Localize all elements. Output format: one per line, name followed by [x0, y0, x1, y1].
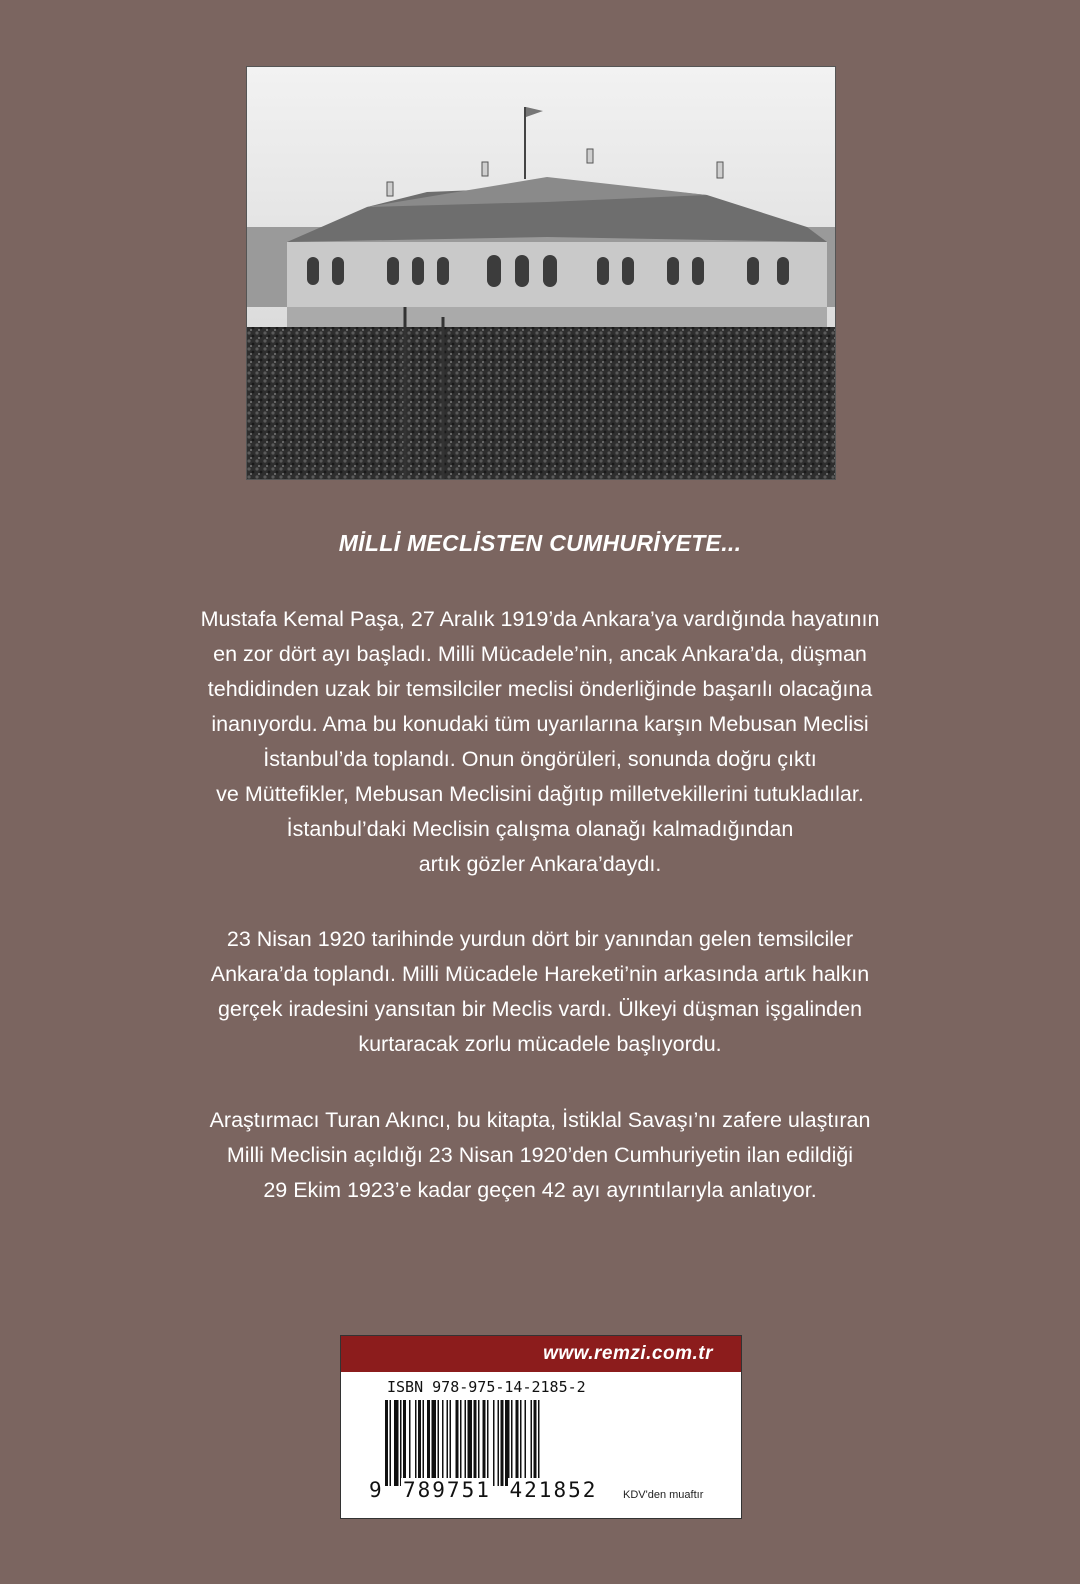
publisher-url[interactable]: www.remzi.com.tr	[341, 1336, 741, 1372]
ean-digits-left: 789751	[403, 1478, 491, 1502]
ean-lead-digit: 9	[369, 1478, 382, 1502]
paragraph-intro	[130, 602, 950, 882]
paragraph-line: artık gözler Ankara’daydı.	[418, 852, 662, 876]
barcode-bar	[474, 1400, 477, 1486]
paragraph-line: 23 Nisan 1920 tarihinde yurdun dört bir yanından gelen temsilciler	[226, 927, 854, 951]
paragraph-line: Milli Meclisin açıldığı 23 Nisan 1920’den Cumhuriyetin ilan edildiği	[226, 1143, 854, 1167]
barcode-bar	[394, 1400, 399, 1486]
barcode-bar	[447, 1400, 449, 1486]
paragraph-line: tehdidinden uzak bir temsilciler meclisi önderliğinde başarılı olacağına	[207, 677, 873, 701]
paragraph-line: inanıyordu. Ama bu konudaki tüm uyarılarına karşın Mebusan Meclisi	[211, 712, 869, 736]
barcode-bar	[427, 1400, 430, 1486]
ean-digits-right: 421852	[509, 1478, 598, 1502]
barcode-bar	[442, 1400, 444, 1486]
paragraph-line: en zor dört ayı başladı. Milli Mücadele’nin, ancak Ankara’da, düşman	[213, 642, 867, 666]
barcode-bar	[511, 1400, 513, 1486]
barcode-bar	[516, 1400, 519, 1486]
paragraph-line: Mustafa Kemal Paşa, 27 Aralık 1919’da Ankara’ya vardığında hayatının	[200, 607, 880, 631]
barcode-bar	[385, 1400, 388, 1486]
barcode-bar	[520, 1400, 522, 1486]
barcode-bar	[465, 1400, 467, 1486]
paragraph-book-summary	[130, 1103, 950, 1208]
barcode-bar	[438, 1400, 440, 1486]
paragraph-line: İstanbul’da toplandı. Onun öngörüleri, sonunda doğru çıktı	[263, 747, 817, 771]
tax-exempt-note: KDV'den muaftır	[623, 1489, 704, 1501]
barcode-bar	[498, 1400, 500, 1486]
barcode-bar	[505, 1400, 510, 1486]
paragraph-line: İstanbul’daki Meclisin çalışma olanağı kalmadığından	[286, 817, 794, 841]
barcode-bar	[478, 1400, 480, 1486]
barcode-bar	[450, 1400, 452, 1486]
barcode-bar	[525, 1400, 527, 1486]
barcode-bar	[423, 1400, 425, 1486]
paragraph-line: Araştırmacı Turan Akıncı, bu kitapta, İstiklal Savaşı’nı zafere ulaştıran	[209, 1108, 871, 1132]
barcode-bar	[460, 1400, 462, 1486]
barcode-bar	[534, 1400, 537, 1486]
barcode-bar	[493, 1400, 495, 1486]
barcode-bar	[531, 1400, 533, 1486]
ean-digits	[401, 1478, 597, 1502]
barcode-bar	[483, 1400, 486, 1486]
barcode-bar	[409, 1400, 411, 1486]
paragraph-line: gerçek iradesini yansıtan bir Meclis vardı. Ülkeyi düşman işgalinden	[217, 997, 863, 1021]
isbn-text: ISBN 978-975-14-2185-2	[387, 1378, 586, 1396]
paragraph-line: 29 Ekim 1923’e kadar geçen 42 ayı ayrıntılarıyla anlatıyor.	[263, 1178, 817, 1202]
barcode-bar	[538, 1400, 540, 1486]
barcode-bar	[400, 1400, 402, 1486]
barcode-bar	[403, 1400, 406, 1486]
barcode-bar	[432, 1400, 437, 1486]
paragraph-line: kurtaracak zorlu mücadele başlıyordu.	[358, 1032, 722, 1056]
section-heading: MİLLİ MECLİSTEN CUMHURİYETE...	[338, 530, 742, 556]
barcode-bar	[390, 1400, 392, 1486]
paragraph-line: Ankara’da toplandı. Milli Mücadele Hareketi’nin arkasında artık halkın	[210, 962, 870, 986]
barcode-bar	[501, 1400, 504, 1486]
barcode-panel	[340, 1335, 742, 1519]
paragraph-assembly	[130, 922, 950, 1062]
barcode-bar	[415, 1400, 417, 1486]
barcode-bar	[456, 1400, 459, 1486]
barcode-bar	[487, 1400, 489, 1486]
photo-illustration	[247, 67, 835, 479]
barcode-icon	[385, 1400, 601, 1486]
barcode-bar	[468, 1400, 473, 1486]
paragraph-line: ve Müttefikler, Mebusan Meclisini dağıtıp milletvekillerini tutukladılar.	[216, 782, 864, 806]
assembly-building-photo	[246, 66, 836, 480]
barcode-bar	[418, 1400, 421, 1486]
